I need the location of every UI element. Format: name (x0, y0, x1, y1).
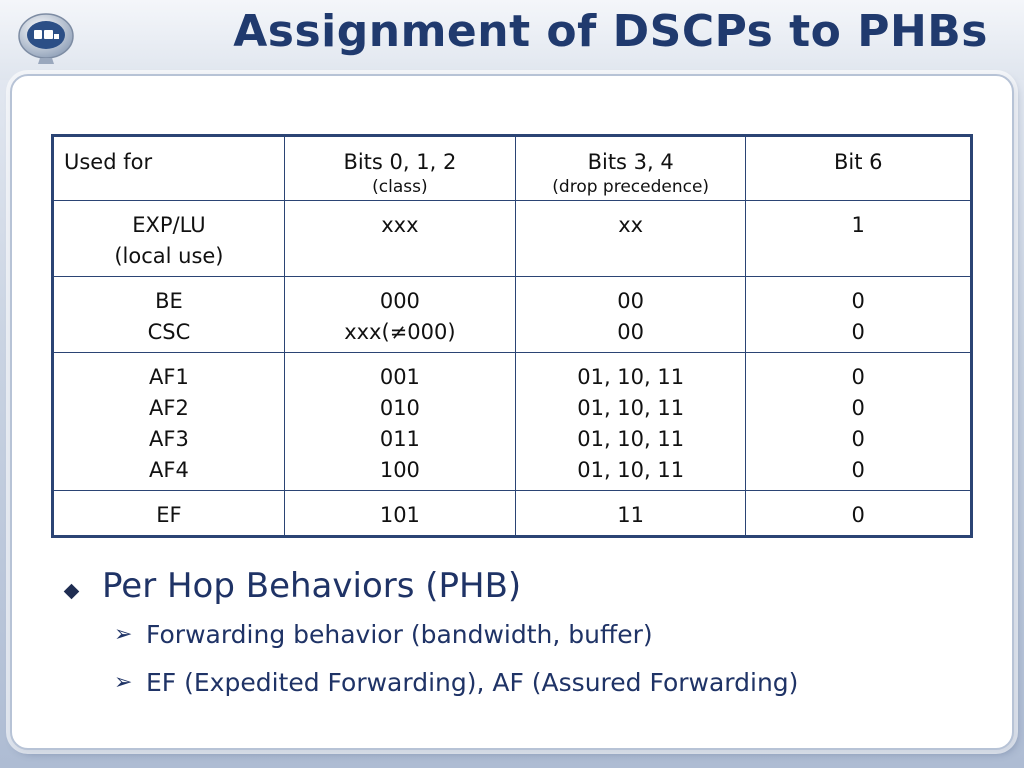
header-label: Bits 3, 4 (587, 150, 674, 174)
cell-bits-34 (515, 491, 746, 537)
cell-line: 01, 10, 11 (577, 427, 685, 451)
cell-bit-6 (746, 201, 972, 277)
cell-bits-34 (515, 201, 746, 277)
cell-line: 0 (851, 289, 865, 313)
cell-line: xxx(≠000) (344, 320, 456, 344)
monitor-logo-icon (14, 8, 78, 68)
bullet-item-sub (60, 662, 960, 710)
table-row (53, 201, 972, 277)
cell-bit-6 (746, 353, 972, 491)
cell-line: 01, 10, 11 (577, 458, 685, 482)
cell-line: 0 (851, 503, 865, 527)
cell-line: 000 (379, 289, 420, 313)
dscp-phb-table (51, 134, 973, 538)
cell-line: 011 (379, 427, 420, 451)
cell-line: 100 (379, 458, 420, 482)
cell-line: 0 (851, 458, 865, 482)
header-sublabel: (class) (372, 177, 428, 197)
header-used-for (53, 136, 285, 201)
cell-line: 11 (617, 503, 645, 527)
bullet-text: Per Hop Behaviors (PHB) (102, 566, 522, 606)
cell-bit-6 (746, 277, 972, 353)
bullet-text: EF (Expedited Forwarding), AF (Assured Forwarding) (146, 668, 799, 697)
cell-line: AF2 (149, 396, 189, 420)
cell-line: 0 (851, 365, 865, 389)
table-row (53, 353, 972, 491)
bullet-text: Forwarding behavior (bandwidth, buffer) (146, 620, 653, 649)
cell-line: 1 (851, 213, 865, 237)
cell-line: xx (618, 213, 644, 237)
cell-line: 001 (379, 365, 420, 389)
table-row (53, 277, 972, 353)
header-label: Bits 0, 1, 2 (343, 150, 457, 174)
cell-bits-012 (284, 491, 515, 537)
cell-line: CSC (147, 320, 191, 344)
cell-line: 01, 10, 11 (577, 365, 685, 389)
arrow-bullet-icon: ➢ (114, 622, 133, 647)
cell-used-for (53, 201, 285, 277)
cell-line: 00 (617, 320, 645, 344)
slide-title: Assignment of DSCPs to PHBs (233, 6, 988, 57)
cell-bits-34 (515, 277, 746, 353)
bullet-list (60, 566, 960, 710)
cell-line: 0 (851, 320, 865, 344)
arrow-bullet-icon: ➢ (114, 670, 133, 695)
cell-line: 101 (379, 503, 420, 527)
cell-line: AF4 (149, 458, 189, 482)
cell-used-for (53, 277, 285, 353)
table-header-row (53, 136, 972, 201)
header-label: Used for (64, 150, 153, 174)
cell-line: EXP/LU (132, 213, 206, 237)
header-bits-34 (515, 136, 746, 201)
cell-used-for (53, 491, 285, 537)
cell-line: 0 (851, 427, 865, 451)
header-sublabel: (drop precedence) (552, 177, 710, 197)
diamond-bullet-icon (64, 584, 80, 600)
header-bit-6 (746, 136, 972, 201)
cell-line: AF3 (149, 427, 189, 451)
cell-used-for (53, 353, 285, 491)
table-row (53, 491, 972, 537)
cell-line: 0 (851, 396, 865, 420)
cell-line: 00 (617, 289, 645, 313)
cell-bit-6 (746, 491, 972, 537)
cell-bits-012 (284, 353, 515, 491)
header-label: Bit 6 (833, 150, 883, 174)
bullet-item-main (60, 566, 960, 614)
cell-line: 01, 10, 11 (577, 396, 685, 420)
cell-line: xxx (381, 213, 419, 237)
cell-line: BE (155, 289, 183, 313)
cell-line: (local use) (114, 244, 224, 268)
header-bits-012 (284, 136, 515, 201)
cell-line: EF (156, 503, 182, 527)
cell-bits-34 (515, 353, 746, 491)
cell-bits-012 (284, 201, 515, 277)
cell-bits-012 (284, 277, 515, 353)
cell-line: AF1 (149, 365, 189, 389)
bullet-item-sub (60, 614, 960, 662)
cell-line: 010 (379, 396, 420, 420)
